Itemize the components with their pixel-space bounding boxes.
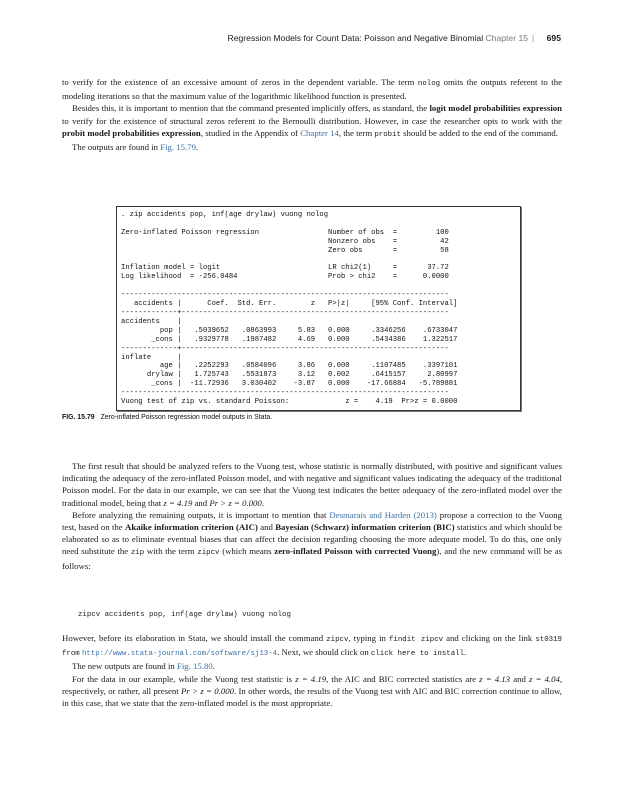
running-header xyxy=(228,33,561,43)
inline-code: nolog xyxy=(417,80,441,88)
desmarais-harden-link[interactable]: Desmarais and Harden (2013) xyxy=(329,509,437,520)
inline-code: zipcv xyxy=(197,549,220,558)
top-text-block xyxy=(62,76,562,153)
inline-code: zipcv xyxy=(326,636,349,644)
page-number: 695 xyxy=(546,33,561,43)
header-chapter-number: 15 xyxy=(518,33,529,43)
inline-code: click here to install xyxy=(370,650,465,659)
figure-caption xyxy=(62,414,272,421)
bottom-text-block-1 xyxy=(62,460,562,572)
stata-output-figure xyxy=(116,206,521,411)
equation: z = 4.19 xyxy=(295,673,327,684)
inline-code: findit zipcv xyxy=(388,636,444,644)
paragraph-1: to verify for the existence of an excessive amount of zeros in the dependent variable. The term nolog omits the outputs referent to the modeling iterations so that the maximum value of the logarithmic likelihood function is presented. xyxy=(62,77,562,102)
paragraph-4: The first result that should be analyzed refers to the Vuong test, whose statistic is normally distributed, with positive and significant values indicating the adequacy of the zero-inflated Poisson model, and with negative and significant values indicating the adequacy of the traditional Poisson model. For the data in our example, we can see that the Vuong test indicates the better adequacy of the zero-inflated model over the traditional model, being that z = 4.19 and Pr > z = 0.000. xyxy=(62,461,562,508)
paragraph-5: Before analyzing the remaining outputs, it is important to mention that Desmarais and Harden (2013) propose a correction to the Vuong test, based on the Akaike information criterion (AIC) and Bayesian (Schwarz) information criterion (BIC) statistics and which should be elaborated so as to eliminate eventual biases that can affect the decision regarding choosing the more adequate model. To do this, one only need substitute the zip with the term zipcv (which means zero-inflated Poisson with corrected Vuong), and the new command will be as follows: xyxy=(62,509,562,571)
equation: z = 4.13 xyxy=(479,673,511,684)
equation: z = 4.04 xyxy=(528,673,560,684)
chapter-14-link[interactable]: Chapter 14 xyxy=(300,127,339,138)
equation: Pr > z = 0.000 xyxy=(181,685,234,696)
paragraph-8: For the data in our example, while the Vuong test statistic is z = 4.19, the AIC and BIC corrected statistics are z = 4.13 and z = 4.04, respectively, or rather, all present Pr > z = 0.000. In other words, the results of the Vuong test with AIC and BIC correction continue to allow, in this case, that we state that the zero-inflated model is the most appropriate. xyxy=(62,673,563,709)
figure-label: FIG. 15.79 xyxy=(62,414,95,421)
stata-output-text: . zip accidents pop, inf(age drylaw) vuong nolog Zero-inflated Poisson regression Number of obs = 100 Nonzero obs = 42 Zero obs = 58 Inflation model = logit LR chi2(1) = 37.72 Log likelihood = -256.0484 Prob > chi2 = 0.0000 ---------------------------------------------------------------------------- accidents | Coef. Std. Err. z P>|z| [95% Conf. Interval] -------------+-------------------------------------------------------------- accidents | pop | .5039652 .0863993 5.83 0.000 .3346256 .6733047 _cons | .9329778 .1987482 4.69 0.000 .5434386 1.322517 -------------+-------------------------------------------------------------- inflate | age | .2252293 .0584096 3.86 0.000 .1107485 .3397101 drylaw | 1.725743 .5531873 3.12 0.002 .6415157 2.80997 _cons | -11.72936 3.030402 -3.87 0.000 -17.66884 -5.789881 ---------------------------------------------------------------------------- Vuong test of zip vs. standard Poisson: z = 4.19 Pr>z = 0.0000 xyxy=(121,211,458,407)
inline-code: probit xyxy=(374,130,401,139)
paragraph-7: The new outputs are found in Fig. 15.80. xyxy=(72,661,215,672)
fig-15-80-link[interactable]: Fig. 15.80 xyxy=(176,661,213,672)
paragraph-2: Besides this, it is important to mention that the command presented implicitly offers, as standard, the logit model probabilities expression to verify for the existence of structural zeros referent to the Bernoulli distribution. However, in case the researcher opts to work with the probit model probabilities expression, studied in the Appendix of Chapter 14, the term probit should be added to the end of the command. xyxy=(62,103,562,139)
bottom-text-block-2 xyxy=(62,632,562,709)
equation: Pr > z = 0.000 xyxy=(209,497,262,508)
paragraph-6: However, before its elaboration in Stata, we should install the command zipcv, typing in findit zipcv and clicking on the link st0319 from http://www.stata-journal.com/software/sj13-4. Next, we should click on click here to install. xyxy=(62,633,562,659)
paragraph-3: The outputs are found in Fig. 15.79. xyxy=(72,142,199,153)
command-line: zipcv accidents pop, inf(age drylaw) vuong nolog xyxy=(78,611,291,619)
header-chapter-label: Chapter xyxy=(485,33,517,43)
inline-code: zip xyxy=(130,549,145,558)
equation: z = 4.19 xyxy=(163,497,193,508)
figure-caption-text: Zero-inflated Poisson regression model outputs in Stata. xyxy=(100,414,273,421)
fig-15-79-link[interactable]: Fig. 15.79 xyxy=(160,142,196,153)
header-separator: | xyxy=(532,33,535,43)
header-title: Regression Models for Count Data: Poisson and Negative Binomial xyxy=(227,33,484,43)
inline-code: st0319 from xyxy=(62,636,562,659)
stata-journal-link[interactable]: http://www.stata-journal.com/software/sj13-4 xyxy=(81,650,278,659)
